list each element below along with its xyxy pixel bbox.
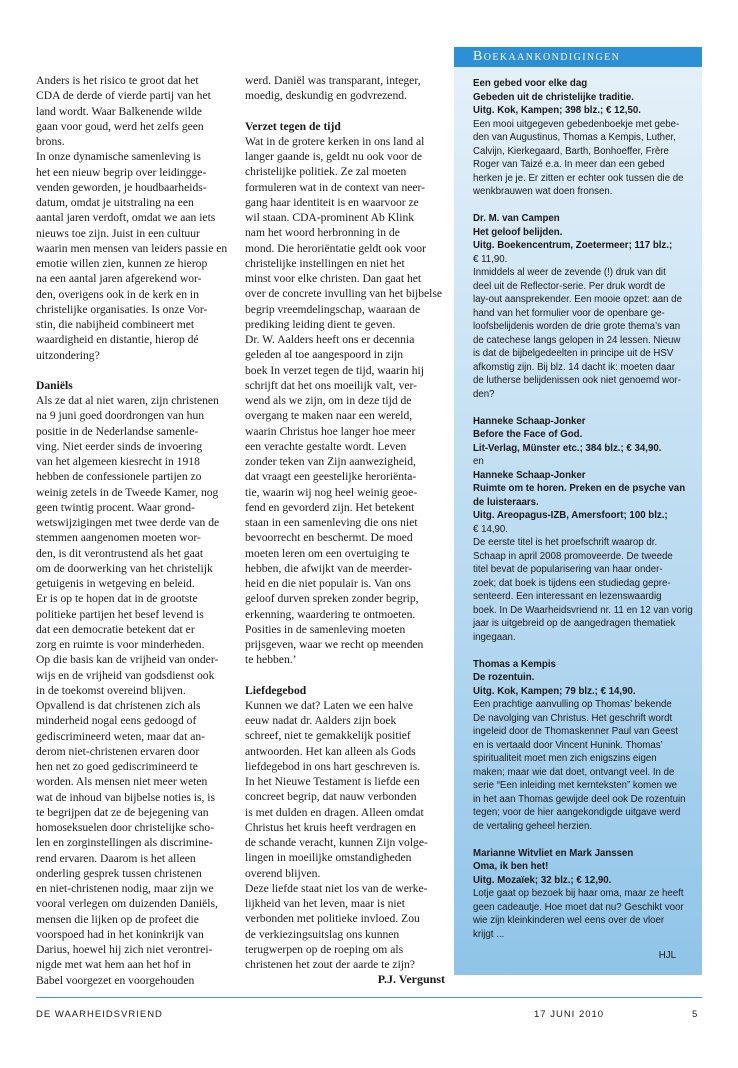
footer-date: 17 JUNI 2010 [534,1009,605,1020]
book-entry-heading: Dr. M. van Campen Het geloof belijden. Uitg. Boekencentrum, Zoetermeer; 117 blz.; [473,213,673,251]
article-column-1 [36,73,236,988]
author-signature: P.J. Vergunst [377,972,445,987]
section-heading-daniels: Daniëls [36,378,73,392]
book-entry [473,212,696,401]
page-number: 5 [692,1009,699,1020]
footer-divider [36,997,702,998]
book-entry [473,847,696,942]
article-paragraph: Als ze dat al niet waren, zijn christenen na 9 juni goed doordrongen van hun positie in de Nederlandse samenle- ving. Niet eerder sinds de invoering van het algemeen kiesrecht in 1918 hebben de confessionele partijen zo weinig zetels in de Tweede Kamer, nog geen twintig procent. Waar grond- wetswijzigingen met twee derde van de stemmen aangenomen moeten wor- den, is dit verontrustend als het gaat om de doorwerking van het christelijk getuigenis in wetgeving en beleid. Er is op te hopen dat in de grootste politieke partijen het besef levend is dat een democratie betekent dat er zorg en ruimte is voor minderheden. Op die basis kan de vrijheid van onder- wijs en de vrijheid van godsdienst ook in de toekomst overeind blijven. Opvallend is dat christenen zich als minderheid nogal eens gedoogd of gediscrimineerd weten, maar dat an- derom niet-christenen ervaren door hen net zo goed gediscrimineerd te worden. Als mensen niet meer weten wat de inhoud van bijbelse noties is, is te begrijpen dat ze de bejegening van homoseksuelen door christelijke scho- len en zorginstellingen als discrimine- rend ervaren. Daarom is het alleen onderling gesprek tussen christenen en niet-christenen nodig, maar zijn we vooral verlegen om duizenden Daniëls, mensen die lijken op de profeet die voorspoed had in het koninkrijk van Darius, hoewel hij zich niet verontrei- nigde met wat hem aan het hof in Babel voorgezet en voorgehouden [36,394,220,987]
book-entry-text: Een prachtige aanvulling op Thomas’ bekende De navolging van Christus. Het geschrift wordt ingeleid door de Thomaskenner Paul van Geest en is vertaald door Vincent Hunink. Thomas’ spiritualiteit moet men zich enigszins eigen maken; maar wie dat doet, ontvangt veel. In de serie “Een inleiding met kernteksten” komen we in het aan Thomas gewijde deel ook De rozentuin tegen; voor de hier aangekondigde uitgave werd de vertaling geheel herzien. [473,699,686,832]
book-entry [473,77,696,199]
sidebar-body [454,67,702,962]
book-entry [473,415,696,645]
article-column-2 [245,73,445,988]
book-entry [473,658,696,834]
book-entry-heading: Hanneke Schaap-Jonker Before the Face of God. Lit-Verlag, Münster etc.; 384 blz.; € 34,90. [473,415,662,454]
book-entry-heading-2: Hanneke Schaap-Jonker Ruimte om te horen. Preken en de psyche van de luisteraars. Uitg. Areopagus-IZB, Amersfoort; 100 blz.; [473,469,686,521]
reviewer-initials: HJL [658,949,676,961]
section-heading-verzet: Verzet tegen de tijd [245,119,341,133]
book-entry-text: Lotje gaat op bezoek bij haar oma, maar ze heeft geen cadeautje. Hoe moet dat nu? Geschikt voor wie zijn kleinkinderen wel eens over de vloer krijgt ... [473,888,684,940]
book-entry-text: Een mooi uitgegeven gebedenboekje met gebe- den van Augustinus, Thomas a Kempis, Luther, Calvijn, Kierkegaard, Barth, Bonhoeffer, Frère Roger van Taizé e.a. In meer dan een gebed herken je je. Er zitten er echter ook tussen die de wenkbrauwen wat doen fronsen. [473,118,684,197]
footer-publication: DE WAARHEIDSVRIEND [36,1009,163,1020]
sidebar-title: Boekaankondigingen [454,47,702,67]
article-paragraph: Wat in de grotere kerken in ons land al langer gaande is, geldt nu ook voor de christelijke politiek. Ze zal moeten formuleren wat in de context van neer- gang haar identiteit is en waarvoor ze wil staan. CDA-prominent Ab Klink nam het woord herbronning in de mond. Die heroriëntatie geldt ook voor christelijke instellingen en niet het minst voor elke christen. Dan gaat het over de concrete invulling van het bijbelse begrip vreemdelingschap, waaraan de prediking leiding dient te geven. Dr. W. Aalders heeft ons er decennia geleden al toe aangespoord in zijn boek In verzet tegen de tijd, waarin hij schrijft dat het ons moeilijk valt, ver- wend als we zijn, om in deze tijd de overgang te maken naar een wereld, waarin Christus hoe langer hoe meer een verachte gestalte wordt. Leven zonder teken van Zijn aanwezigheid, dat vraagt een geestelijke heroriënta- tie, waarin wij nog heel weinig geoe- fend en gevorderd zijn. Het betekent staan in een samenleving die ons niet bevoorrecht en beschermt. De moed moeten leren om een overtuiging te hebben, die afwijkt van de meerder- heid en die niet populair is. Van ons geloof durven spreken zonder begrip, erkenning, waardering te ontmoeten. Posities in de samenleving moeten prijsgeven, waar we recht op meenden te hebben.’ [245,134,443,667]
book-entry-text: € 14,90. De eerste titel is het proefschrift waarop dr. Schaap in april 2008 promoveerde. De tweede titel bevat de popularisering van haar onder- zoek; dat boek is tijdens een studiedag gepre- senteerd. Een interessant en lezenswaardig boek. In De Waarheidsvriend nr. 11 en 12 van vorig jaar is uitgebreid op de aangedragen thematiek ingegaan. [473,523,693,643]
article-paragraph: werd. Daniël was transparant, integer, moedig, deskundig en godvrezend. [245,74,421,103]
book-announcements-sidebar [454,47,702,975]
book-entry-connector: en [473,456,484,467]
article-paragraph: Kunnen we dat? Laten we een halve eeuw nadat dr. Aalders zijn boek schreef, niet te gemakkelijk positief antwoorden. Het kan alleen als Gods liefdegebod in ons hart geschreven is. In het Nieuwe Testament is liefde een concreet begrip, dat nauw verbonden is met dulden en dragen. Alleen omdat Christus het kruis heeft verdragen en de schande veracht, kunnen Zijn volge- lingen in moeilijke omstandigheden overend blijven. Deze liefde staat niet los van de werke- lijkheid van het leven, maar is niet verbonden met politieke invloed. Zou de verkiezingsuitslag ons kunnen terugwerpen op de roeping om als christenen het zout der aarde te zijn? [245,698,428,971]
book-entry-heading: Thomas a Kempis De rozentuin. Uitg. Kok, Kampen; 79 blz.; € 14,90. [473,658,636,697]
book-entry-heading: Marianne Witvliet en Mark Janssen Oma, ik ben het! Uitg. Mozaïek; 32 blz.; € 12,90. [473,847,634,886]
book-entry-text: € 11,90. Inmiddels al weer de zevende (!) druk van dit deel uit de Reflector-serie. Per druk wordt de lay-out aansprekender. Een mooie opzet: aan de hand van het formulier voor de openbare ge- loofsbelijdenis worden de drie grote thema’s van de catechese langs gelopen in 24 lessen. Nieuw is dat de bijbelgedeelten in principe uit de HSV afkomstig zijn. Bij blz. 14 dacht ik: moeten daar de lutherse belijdenissen ook niet genoemd wor- den? [473,253,682,400]
section-heading-liefdegebod: Liefdegebod [245,683,307,697]
article-paragraph: Anders is het risico te groot dat het CDA de derde of vierde partij van het land wordt. Waar Balkenende wilde gaan voor goud, werd het zelfs geen brons. In onze dynamische samenleving is het een nieuw begrip over leidingge- venden geworden, je houdbaarheids- datum, omdat je uitstraling na een aantal jaren verdoft, omdat we aan iets nieuws toe zijn. Juist in een cultuur waarin men mensen van leiders passie en emotie willen zien, kunnen ze hierop na een aantal jaren afgerekend wor- den, overigens ook in de kerk en in christelijke organisaties. Is onze Vor- stin, die nabijheid combineert met waardigheid en distantie, hierop dé uitzondering? [36,74,228,362]
book-entry-heading: Een gebed voor elke dag Gebeden uit de christelijke traditie. Uitg. Kok, Kampen; 398 blz.; € 12,50. [473,78,641,116]
